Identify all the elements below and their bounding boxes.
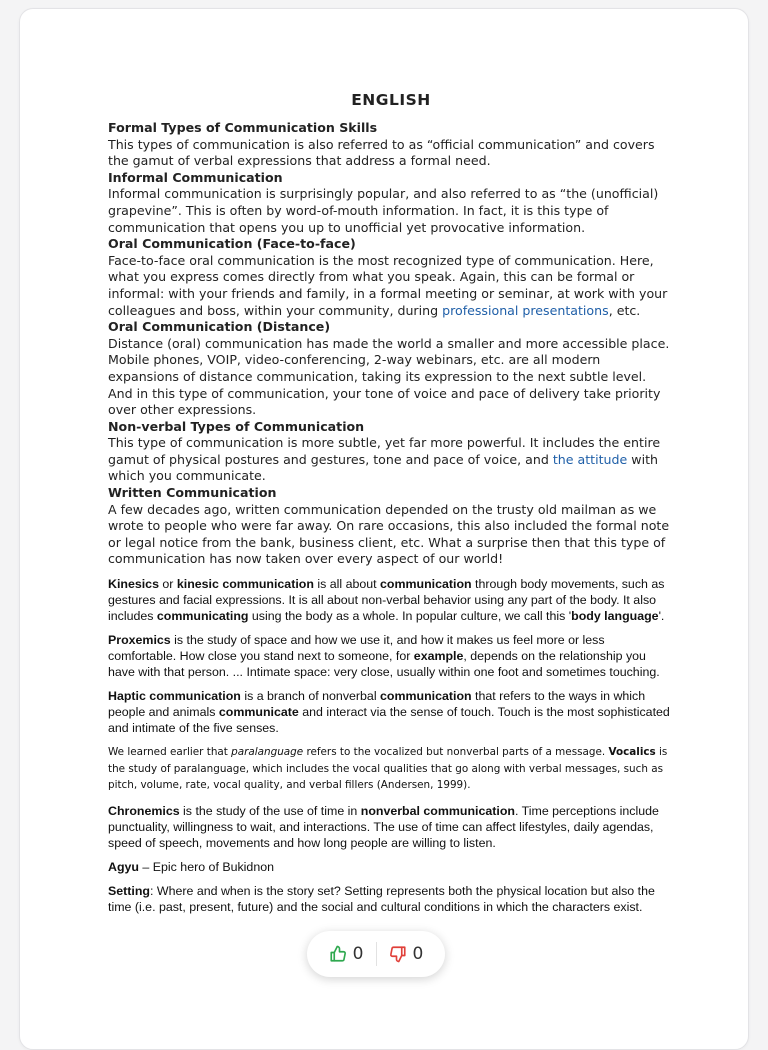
paralanguage-paragraph: We learned earlier that paralanguage refers to the vocalized but nonverbal parts of a message. Vocalics is the study of paralanguage, which includes the vocal qualities that go along with verbal messages, such as pitch, volume, rate, vocal quality, and verbal fillers (Andersen, 1999). [108,746,668,792]
professional-presentations-link[interactable]: professional presentations [442,302,609,318]
communication-types-section [108,120,674,568]
section-heading: Non-verbal Types of Communication [108,418,365,434]
haptic-paragraph: Haptic communication is a branch of nonverbal communication that refers to the ways in which people and animals communicate and interact via the sense of touch. Touch is the most sophisticated and intimate of the five senses. [108,689,670,736]
agyu-paragraph: Agyu – Epic hero of Bukidnon [108,859,274,874]
document-title: ENGLISH [351,91,431,109]
like-count: 0 [352,944,364,964]
section-body: This type of communication is more subtle, yet far more powerful. It includes the entire gamut of physical postures and gestures, tone and pace of voice, and the attitude with which you communicate. [108,435,661,484]
setting-paragraph: Setting: Where and when is the story set? Setting represents both the physical location but also the time (i.e. past, present, future) and the social and cultural conditions in which the characters exist. [108,883,655,914]
like-button[interactable] [317,944,376,964]
section-body: A few decades ago, written communication depended on the trusty old mailman as we wrote to people who were far away. On rare occasions, this also included the formal note or legal notice from the bank, business client, etc. What a surprise then that this type of communication has now taken over every aspect of our world! [108,501,670,567]
nonverbal-terms-section [108,576,674,915]
section-heading: Formal Types of Communication Skills [108,120,378,135]
attitude-link[interactable]: the attitude [552,451,628,467]
section-body: Distance (oral) communication has made the world a smaller and more accessible place. Mobile phones, VOIP, video-conferencing, 2-way webinars, etc. are all modern expansions of distance communication, taking its expression to the next subtle level. And in this type of communication, your tone of voice and pace of delivery take priority over other expressions. [108,335,670,418]
section-body: This types of communication is also referred to as “official communication” and covers the gamut of verbal expressions that address a formal need. [108,136,655,169]
section-body: Informal communication is surprisingly popular, and also referred to as “the (unofficial) grapevine”. This is often by word-of-mouth information. In fact, it is this type of communication that opens you up to unofficial yet provocative information. [108,186,659,235]
thumbs-up-icon [329,945,347,963]
dislike-button[interactable] [377,944,436,964]
section-heading: Informal Communication [108,169,283,185]
section-heading: Oral Communication (Distance) [108,319,331,335]
proxemics-paragraph: Proxemics is the study of space and how we use it, and how it makes us feel more or less comfortable. How close you stand next to someone, for example, depends on the relationship you have with that person. ... Intimate space: very close, usually within one foot and sometimes touching. [108,633,660,680]
dislike-count: 0 [412,944,424,964]
chronemics-paragraph: Chronemics is the study of the use of time in nonverbal communication. Time perceptions include punctuality, willingness to wait, and interactions. The use of time can affect lifestyles, daily agendas, speed of speech, movements and how long people are willing to listen. [108,803,659,850]
document-page [108,91,674,923]
kinesics-paragraph: Kinesics or kinesic communication is all about communication through body movements, such as gestures and facial expressions. It is all about non-verbal behavior using any part of the body. It also includes communicating using the body as a whole. In popular culture, we call this 'body language'. [108,577,665,624]
section-body: Face-to-face oral communication is the most recognized type of communication. Here, what you express comes directly from what you speak. Again, this can be formal or informal: with your friends and family, in a formal meeting or seminar, at work with your colleagues and boss, within your community, during professional presentations, etc. [108,252,668,318]
reaction-bar [307,931,445,977]
section-heading: Written Communication [108,485,277,501]
section-heading: Oral Communication (Face-to-face) [108,236,356,252]
thumbs-down-icon [389,945,407,963]
